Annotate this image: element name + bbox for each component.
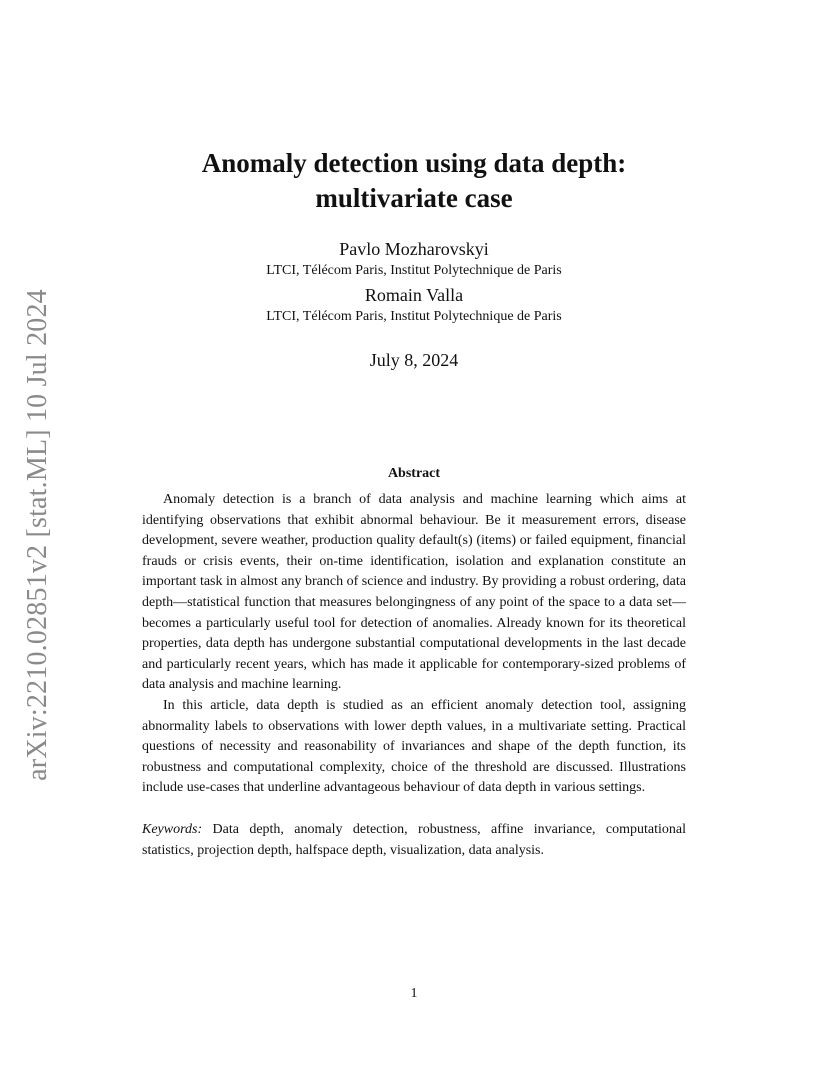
abstract-heading: Abstract bbox=[387, 466, 441, 481]
title-line-1: Anomaly detection using data depth: bbox=[201, 148, 627, 178]
author-block bbox=[100, 238, 728, 330]
arxiv-identifier: arXiv:2210.02851v2 [stat.ML] 10 Jul 2024 bbox=[22, 289, 53, 781]
abstract-paragraph: Anomaly detection is a branch of data analysis and machine learning which aims at identifying observations that exhibit abnormal behaviour. Be it measurement errors, disease development, severe weather, production quality default(s) (items) or failed equipment, financial frauds or crisis events, their on-time identification, isolation and explanation constitute an important task in almost any branch of science and industry. By providing a robust ordering, data depth—statistical function that measures belongingness of any point of the space to a data set—becomes a particularly useful tool for detection of anomalies. Already known for its theoretical properties, data depth has undergone substantial computational developments in the last decade and particularly recent years, which has made it applicable for contemporary-sized problems of data analysis and machine learning. bbox=[142, 492, 686, 693]
keywords-text: Data depth, anomaly detection, robustness, affine invariance, computational statistics, projection depth, halfspace depth, visualization, data analysis. bbox=[142, 822, 687, 858]
author-name: Romain Valla bbox=[364, 285, 464, 305]
abstract-body bbox=[142, 490, 686, 799]
publication-date: July 8, 2024 bbox=[369, 350, 459, 370]
author-name: Pavlo Mozharovskyi bbox=[339, 239, 489, 259]
keywords-label: Keywords: bbox=[142, 822, 203, 837]
title-line-2: multivariate case bbox=[315, 183, 513, 213]
author-affiliation: LTCI, Télécom Paris, Institut Polytechnique de Paris bbox=[266, 263, 562, 278]
paper-title bbox=[100, 146, 728, 216]
abstract-paragraph: In this article, data depth is studied as an efficient anomaly detection tool, assigning abnormality labels to observations with lower depth values, in a multivariate setting. Practical questions of necessity and reasonability of invariances and shape of the depth function, its robustness and computational complexity, choice of the threshold are discussed. Illustrations include use-cases that underline advantageous behaviour of data depth in various settings. bbox=[142, 697, 686, 796]
keywords-block bbox=[142, 820, 686, 861]
author-affiliation: LTCI, Télécom Paris, Institut Polytechnique de Paris bbox=[266, 309, 562, 324]
arxiv-side-stamp bbox=[18, 290, 58, 780]
page-number: 1 bbox=[410, 986, 418, 1001]
